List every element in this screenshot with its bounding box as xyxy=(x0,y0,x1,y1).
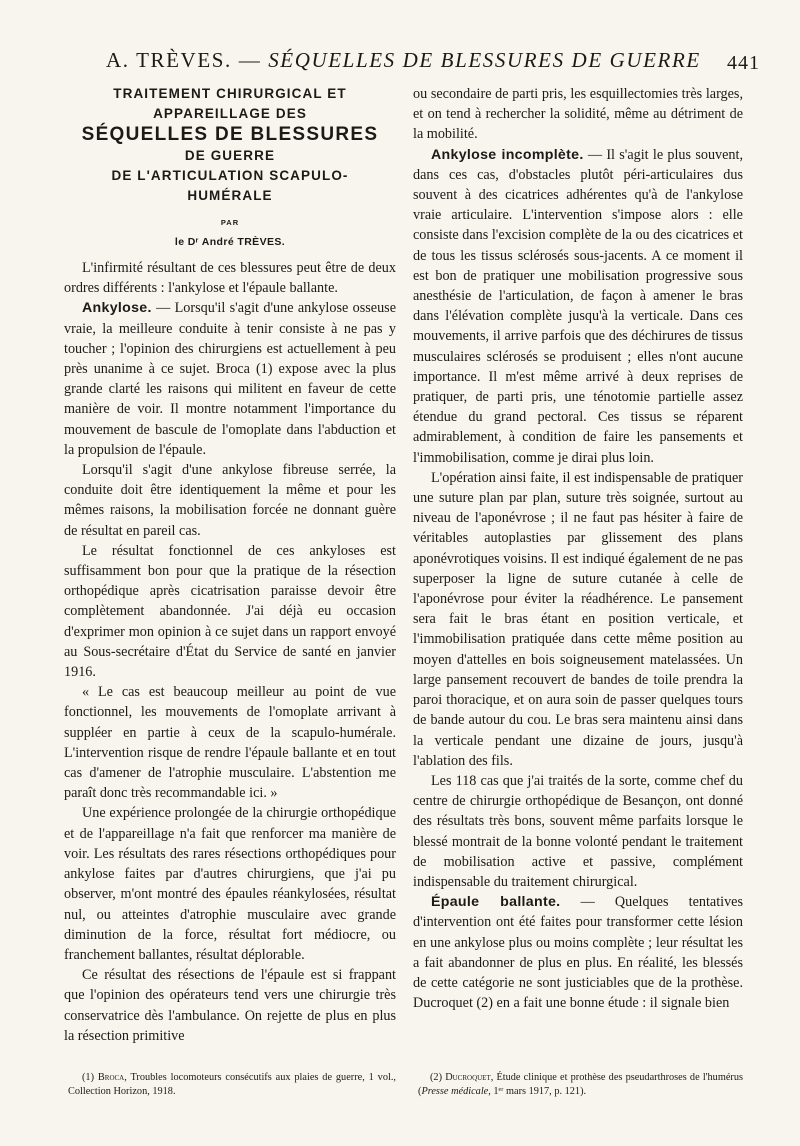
running-head-dash: — xyxy=(231,48,269,72)
article-title-line-4: DE GUERRE xyxy=(184,148,276,163)
paragraph-continued: ou secondaire de parti pris, les esquillectomies très larges, et on tend à rechercher la solidité, même au détriment de la mobilité. xyxy=(413,86,743,143)
article-title-line-5: DE L'ARTICULATION SCAPULO- xyxy=(111,168,349,183)
paragraph-experience: Une expérience prolongée de la chirurgie orthopédique et de l'appareillage n'a fait que renforcer ma manière de voir. Les résultats des rares résections orthopédiques pour ankylose faites par d'autres chirurgiens, que j'ai pu observer, m'ont montré des épaules réankylosées, résultat nul, ou atteintes d'atrophie musculaire avec grande diminution de la force, résultat fort médiocre, ou franchement ballantes, résultat déplorable. xyxy=(64,805,396,963)
footnote-1-text: , Troubles locomoteurs consécutifs aux plaies de guerre, 1 vol., Collection Horizon, 1918. xyxy=(68,1072,396,1097)
paragraph-ankylose-body: — Lorsqu'il s'agit d'une ankylose osseuse vraie, la meilleure conduite à tenir consiste à ne pas y toucher ; l'opinion des chirurgiens est actuellement à peu près unanime à ce sujet. Broca (1) expose avec la plus grande clarté les raisons qui militent en faveur de cette manière de voir. Il montre notamment l'importance du mouvement de bascule de l'omoplate dans l'abduction et la propulsion de l'épaule. xyxy=(64,300,396,458)
paragraph-intro: L'infirmité résultant de ces blessures peut être de deux ordres différents : l'ankylose et l'épaule ballante. xyxy=(64,260,396,297)
footnote-2 xyxy=(418,1071,743,1099)
right-column xyxy=(413,84,743,1013)
running-head-author: A. TRÈVES. xyxy=(106,48,232,72)
section-heading-epaule-ballante: Épaule ballante. xyxy=(431,894,561,911)
paragraph-epaule-ballante xyxy=(413,892,743,1013)
section-heading-ankylose-incomplete: Ankylose incomplète. xyxy=(431,146,584,163)
left-column xyxy=(64,84,396,1046)
article-title-block xyxy=(64,84,396,250)
footnote-2-text-a: , Étude clinique et prothèse des pseudarthroses de l'humérus ( xyxy=(418,1072,743,1097)
paragraph-resultat: Le résultat fonctionnel de ces ankyloses est suffisamment bon pour que la pratique de la résection orthopédique après cicatrisation paraisse devoir être complètement abandonnée. J'ai déjà eu occasion d'exprimer mon opinion à ce sujet dans un rapport envoyé au Sous-secrétaire d'État du Service de santé en janvier 1916. xyxy=(64,542,396,681)
author-byline: le Dʳ André TRÈVES. xyxy=(174,236,286,248)
paragraph-epaule-ballante-body: — Quelques tentatives d'intervention ont été faites pour transformer cette lésion en une ankylose plus ou moins complète ; leur résultat les a fait abandonner de plus en plus. En réalité, les blessés de cette catégorie ne sont justiciables que de la prothèse. Ducroquet (2) en a fait une bonne étude : il signale bien xyxy=(413,894,743,1012)
footnote-2-mark: (2) xyxy=(430,1072,446,1083)
footnote-1 xyxy=(68,1071,396,1099)
running-head-text xyxy=(106,48,701,73)
paragraph-ankylose-incomplete-body: — Il s'agit le plus souvent, dans ces cas, d'obstacles plutôt péri-articulaires dus souvent à des cicatrices adhérentes qu'à de l'ankylose vraie articulaire. L'intervention s'impose alors : elle consiste dans l'excision complète de la ou des cicatrices et de tous les tissus sclérosés sous-jacents. A ce moment il est bon de pratiquer une mobilisation progressive sous anesthésie de l'articulation, de façon à amener le bras dans l'élévation complète jusqu'à la verticale. Dans ces mouvements, il arrive parfois que des déchirures de tissus musculaires sclérosés se produisent ; elles n'ont aucune importance. Il m'est même arrivé à deux reprises de pratiquer, de parti pris, une ténotomie partielle assez étendue du grand pectoral. Ces tissus se réparent admirablement, à condition de faire les pansements et l'immobilisation, comme je dirai plus loin. xyxy=(413,146,744,466)
footnote-2-journal: Presse médicale xyxy=(421,1086,489,1097)
paragraph-besancon: Les 118 cas que j'ai traités de la sorte, comme chef du centre de chirurgie orthopédique de Besançon, ont donné des résultats très bons, souvent même parfaits lorsque le blessé montrait de la bonne volonté pendant le traitement de mobilisation active et passive, complément indispensable du traitement chirurgical. xyxy=(413,772,743,890)
footnote-1-mark: (1) xyxy=(82,1072,98,1083)
footnote-2-author: Ducroquet xyxy=(445,1072,491,1083)
paragraph-ankylose-incomplete xyxy=(413,145,743,468)
article-title-line-3: SÉQUELLES DE BLESSURES xyxy=(81,124,379,145)
footnote-2-text-b: , 1ᵉʳ mars 1917, p. 121). xyxy=(488,1086,587,1097)
paragraph-operation: L'opération ainsi faite, il est indispensable de pratiquer une suture plan par plan, suture très soignée, surtout au niveau de l'aponévrose ; il ne faut pas hésiter à faire de véritables autoplasties par glissement des plans aponévrotiques voisins. Il est indiqué également de ne pas superposer la ligne de suture cutanée à celle de l'aponévrose pour éviter la réadhérence. Le pansement sera fait le bras étant en position verticale, et l'immobilisation pratiquée dans cette même position au moyen d'attelles en bois soigneusement matelassées. Un large pansement recouvert de bandes de toile prendra la paroi thoracique, et on aura soin de passer quelques tours de bande autour du cou. Le bras sera maintenu ainsi dans la verticale pendant une dizaine de jours, jusqu'à l'ablation des fils. xyxy=(413,469,743,769)
running-head xyxy=(60,44,760,78)
page-number: 441 xyxy=(727,52,760,74)
paragraph-resections: Ce résultat des résections de l'épaule est si frappant que l'opinion des opérateurs tend vers une chirurgie très conservatrice dès l'ambulance. On rejette de plus en plus la résection primitive xyxy=(64,967,396,1044)
footnote-1-author: Broca xyxy=(97,1072,125,1083)
article-title-line-1: TRAITEMENT CHIRURGICAL ET xyxy=(113,86,347,101)
paragraph-ankylose xyxy=(64,298,396,460)
paragraph-quote: « Le cas est beaucoup meilleur au point de vue fonctionnel, les mouvements de l'omoplate arrivant à suppléer en partie à ceux de la scapulo-humérale. L'intervention risque de rendre l'épaule ballante et en tout cas d'amener de l'atrophie musculaire. L'abstention me paraît donc très recommandable ici. » xyxy=(64,684,396,802)
by-word: PAR xyxy=(220,218,240,227)
running-head-title: SÉQUELLES DE BLESSURES DE GUERRE xyxy=(268,48,701,72)
section-heading-ankylose: Ankylose. xyxy=(82,300,152,317)
article-title-line-2: APPAREILLAGE DES xyxy=(153,106,307,121)
article-title-line-6: HUMÉRALE xyxy=(187,188,273,203)
paragraph-fibreuse: Lorsqu'il s'agit d'une ankylose fibreuse serrée, la conduite doit être identiquement la même et pour les mêmes raisons, la mobilisation forcée ne donnant guère de résultat en pareil cas. xyxy=(64,462,396,539)
